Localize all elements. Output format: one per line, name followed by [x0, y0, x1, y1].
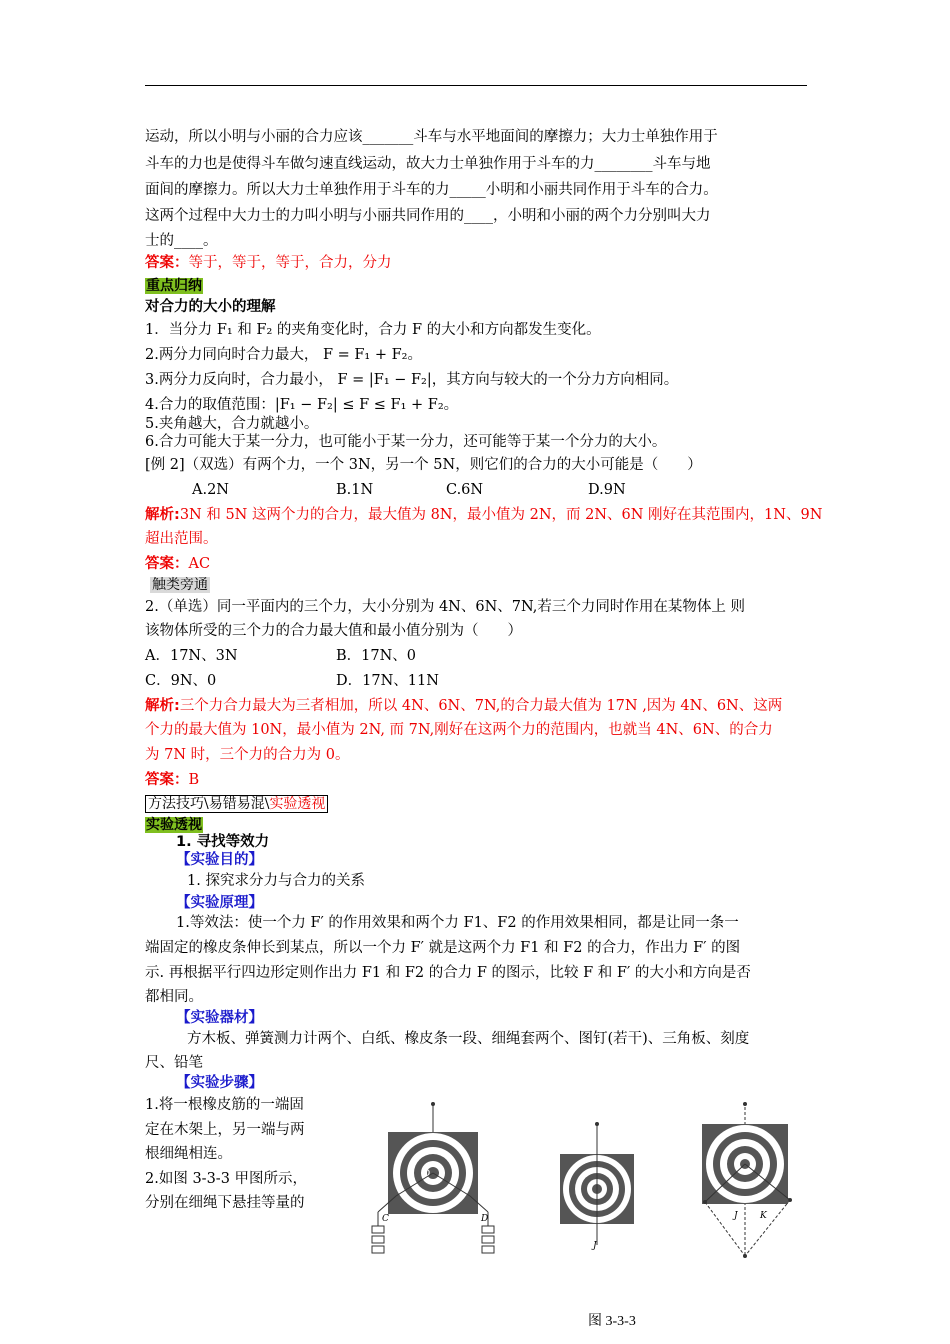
- key-point: 3.两分力反向时，合力最小， F = |F₁ − F₂|，其方向与较大的一个分力方向相同。: [145, 372, 679, 388]
- step-line: 定在木架上，另一端与两: [145, 1122, 305, 1138]
- answer-text: 等于，等于，等于，合力，分力: [188, 255, 392, 271]
- breadcrumb-current[interactable]: 实验透视: [269, 796, 326, 812]
- analysis-line: 超出范围。: [145, 531, 218, 547]
- key-point: 5.夹角越大，合力就越小。: [145, 416, 319, 432]
- section-tag: 实验透视: [146, 817, 202, 833]
- text-line: 方木板、弹簧测力计两个、白纸、橡皮条一段、细绳套两个、图钉(若干)、三角板、刻度: [187, 1031, 750, 1047]
- label-j2: J: [734, 1211, 738, 1221]
- text-line: 这两个过程中大力士的力叫小明与小丽共同作用的____，小明和小丽的两个力分别叫大力: [145, 208, 711, 224]
- step-line: 1.将一根橡皮筋的一端固: [145, 1097, 304, 1113]
- figure-caption: 图 3-3-3: [588, 1314, 636, 1329]
- key-point: 1．当分力 F₁ 和 F₂ 的夹角变化时，合力 F 的大小和方向都发生变化。: [145, 322, 601, 338]
- text-line: 运动，所以小明与小丽的合力应该_______斗车与水平地面间的摩擦力；大力士单独作用于: [145, 129, 718, 145]
- analysis-line: 个力的最大值为 10N，最小值为 2N, 而 7N,刚好在这两个力的范围内，也就当 4N、6N、的合力: [145, 722, 773, 738]
- section-tag: 重点归纳: [146, 278, 202, 294]
- practice-question: 该物体所受的三个力的合力最大值和最小值分别为（ ）: [145, 623, 522, 639]
- label-j: J: [593, 1241, 597, 1251]
- option: B．17N、0: [336, 648, 417, 664]
- analysis-line: 为 7N 时，三个力的合力为 0。: [145, 747, 350, 763]
- figure-panel-b: [560, 1122, 634, 1251]
- text-line: 1.等效法：使一个力 F′ 的作用效果和两个力 F1、F2 的作用效果相同，都是让同一条一: [176, 915, 739, 931]
- experiment-title: 1. 寻找等效力: [176, 834, 270, 850]
- key-point: 4.合力的取值范围：|F₁ − F₂| ≤ F ≤ F₁ + F₂。: [145, 397, 459, 413]
- answer-line: [145, 253, 392, 273]
- subsection-heading: 【实验目的】: [176, 852, 263, 868]
- subsection-heading: 【实验原理】: [176, 895, 263, 911]
- example-question: [例 2]（双选）有两个力，一个 3N，另一个 5N，则它们的合力的大小可能是（ ）: [145, 457, 702, 473]
- header-rule: [145, 85, 807, 86]
- figure-panel-c: [702, 1102, 792, 1258]
- text-line: 尺、铅笔: [145, 1055, 203, 1071]
- text-line: 1. 探究求分力与合力的关系: [187, 873, 365, 889]
- answer-label: 答案：: [145, 255, 189, 271]
- figure-panel-a: [372, 1102, 494, 1253]
- text-line: 端固定的橡皮条伸长到某点，所以一个力 F′ 就是这两个力 F1 和 F2 的合力，作出力 F′ 的图: [145, 940, 741, 956]
- breadcrumb-path[interactable]: 方法技巧\易错易混\: [148, 796, 270, 812]
- answer-line: 答案：AC: [145, 556, 211, 572]
- analysis-line: 解析:3N 和 5N 这两个力的合力，最大值为 8N，最小值为 2N，而 2N、6N 刚好在其范围内，1N、9N: [145, 507, 823, 523]
- step-line: 2.如图 3-3-3 甲图所示，: [145, 1171, 308, 1187]
- text-line: 面间的摩擦力。所以大力士单独作用于斗车的力_____小明和小丽共同作用于斗车的合力。: [145, 182, 718, 198]
- analysis-line: 解析:三个力合力最大为三者相加，所以 4N、6N、7N,的合力最大值为 17N ,因为 4N、6N、这两: [145, 698, 783, 714]
- option: C.6N: [446, 482, 484, 498]
- section-heading: 对合力的大小的理解: [145, 299, 276, 315]
- label-k: K: [760, 1211, 767, 1221]
- step-line: 分别在细绳下悬挂等量的: [145, 1195, 305, 1211]
- text-line: 都相同。: [145, 989, 203, 1005]
- option: D．17N、11N: [336, 673, 439, 689]
- answer-line: 答案：B: [145, 772, 200, 788]
- text-line: 示. 再根据平行四边形定则作出力 F1 和 F2 的合力 F 的图示，比较 F 和 F′ 的大小和方向是否: [145, 965, 751, 981]
- label-c: C: [382, 1214, 389, 1224]
- breadcrumb[interactable]: [145, 794, 328, 814]
- practice-question: 2.（单选）同一平面内的三个力，大小分别为 4N、6N、7N,若三个力同时作用在某物体上 则: [145, 599, 745, 615]
- key-point: 6.合力可能大于某一分力，也可能小于某一分力，还可能等于某一个分力的大小。: [145, 434, 667, 450]
- option: B.1N: [336, 482, 374, 498]
- subsection-heading: 【实验器材】: [176, 1010, 263, 1026]
- section-tag: 触类旁通: [152, 577, 208, 593]
- subsection-heading: 【实验步骤】: [176, 1075, 263, 1091]
- text-line: 士的____。: [145, 233, 218, 249]
- experiment-figure: [360, 1100, 810, 1262]
- label-o: O: [422, 1169, 431, 1180]
- option: A．17N、3N: [145, 648, 238, 664]
- option: A.2N: [192, 482, 229, 498]
- option: D.9N: [588, 482, 626, 498]
- key-point: 2.两分力同向时合力最大， F = F₁ + F₂。: [145, 347, 422, 363]
- option: C．9N、0: [145, 673, 217, 689]
- step-line: 根细绳相连。: [145, 1146, 232, 1162]
- text-line: 斗车的力也是使得斗车做匀速直线运动，故大力士单独作用于斗车的力________斗车与地: [145, 156, 711, 172]
- label-d: D: [481, 1214, 489, 1224]
